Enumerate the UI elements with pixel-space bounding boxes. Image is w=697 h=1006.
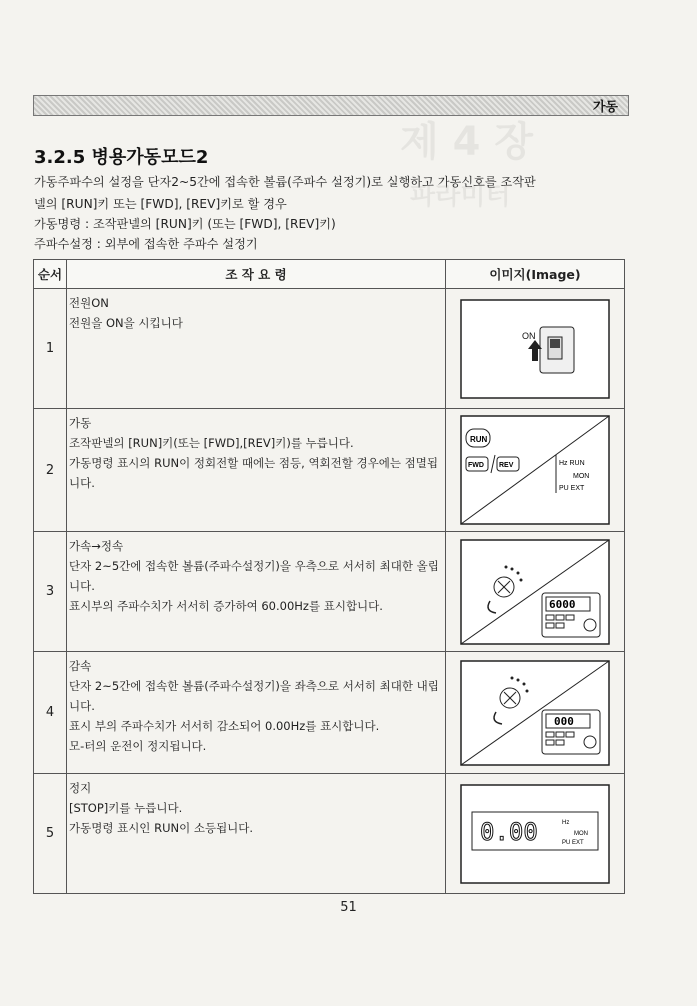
table-row	[34, 532, 625, 652]
step-image	[446, 289, 625, 409]
step-number: 2	[34, 409, 67, 532]
chapter-header-label: 가동	[592, 100, 618, 115]
step-title: 가속→정속	[69, 539, 124, 553]
mon-indicator: MON	[574, 830, 588, 837]
step-line: 모-터의 운전이 정지됩니다.	[69, 739, 207, 753]
step-description	[67, 409, 446, 532]
intro-line-4: 주파수설정 : 외부에 접속한 주파수 설정기	[34, 237, 258, 251]
intro-line-3: 가동명령 : 조작판넬의 [RUN]키 (또는 [FWD], [REV]키)	[34, 217, 336, 231]
step-image	[446, 532, 625, 652]
fwd-key-label: FWD	[468, 462, 484, 469]
table-header-row	[34, 260, 625, 289]
page-number: 51	[340, 900, 357, 915]
step-title: 감속	[69, 659, 92, 673]
power-switch-illustration	[460, 299, 610, 399]
frequency-display: 000	[554, 714, 574, 728]
step-number: 5	[34, 774, 67, 894]
step-number: 4	[34, 652, 67, 774]
step-title: 전원ON	[69, 296, 109, 310]
intro-line-2: 넬의 [RUN]키 또는 [FWD], [REV]키로 할 경우	[34, 197, 287, 211]
rev-key-label: REV	[499, 462, 514, 469]
hz-run-indicator: Hz RUN	[559, 460, 585, 467]
step-number: 1	[34, 289, 67, 409]
step-description	[67, 774, 446, 894]
step-line: 단자 2~5간에 접속한 볼륨(주파수설정기)을 우측으로 서서히 최대한 올립니다.	[69, 559, 439, 593]
step-line: 표시부의 주파수치가 서서히 증가하여 60.00Hz를 표시합니다.	[69, 599, 383, 613]
step-line: [STOP]키를 누릅니다.	[69, 801, 183, 815]
on-label: ON	[522, 330, 536, 341]
frequency-display: 0.00	[480, 817, 538, 846]
step-line: 가동명령 표시의 RUN이 정회전할 때에는 점등, 역회전할 경우에는 점멸됩니다.	[69, 456, 438, 490]
step-title: 가동	[69, 416, 92, 430]
step-description	[67, 532, 446, 652]
procedure-table	[33, 259, 625, 894]
decelerate-illustration	[460, 660, 610, 766]
header-num: 순서	[34, 260, 67, 289]
stop-display-illustration	[460, 784, 610, 884]
table-row	[34, 409, 625, 532]
step-line: 가동명령 표시인 RUN이 소등됩니다.	[69, 821, 254, 835]
table-row	[34, 774, 625, 894]
display-panel-icon	[542, 593, 600, 637]
accelerate-illustration	[460, 539, 610, 645]
chapter-header-bar	[33, 95, 629, 116]
frequency-display: 6000	[549, 597, 576, 611]
table-row	[34, 652, 625, 774]
bleed-through-text: 파라미터	[410, 181, 511, 211]
step-title: 정지	[69, 781, 92, 795]
section-title: 3.2.5 병용가동모드2	[34, 147, 209, 168]
step-line: 조작판넬의 [RUN]키(또는 [FWD],[REV]키)를 누릅니다.	[69, 436, 354, 450]
table-row	[34, 289, 625, 409]
step-line: 표시 부의 주파수치가 서서히 감소되어 0.00Hz를 표시합니다.	[69, 719, 380, 733]
hz-indicator: Hz	[562, 819, 570, 826]
step-image	[446, 409, 625, 532]
display-panel-icon	[542, 710, 600, 754]
bleed-through-text: 제 4 장	[400, 119, 533, 165]
step-number: 3	[34, 532, 67, 652]
pu-ext-indicator: PU EXT	[562, 839, 584, 846]
intro-line-1: 가동주파수의 설정을 단자2~5간에 접속한 볼륨(주파수 설정기)로 실행하고 가동신호를 조작판	[34, 175, 536, 189]
header-image: 이미지(Image)	[446, 260, 625, 289]
header-desc: 조 작 요 령	[67, 260, 446, 289]
step-line: 단자 2~5간에 접속한 볼륨(주파수설정기)을 좌측으로 서서히 최대한 내립니다.	[69, 679, 439, 713]
keypad-illustration	[460, 415, 610, 525]
step-image	[446, 774, 625, 894]
step-description	[67, 652, 446, 774]
pu-ext-indicator: PU EXT	[559, 485, 585, 492]
step-line: 전원을 ON을 시킵니다	[69, 316, 183, 330]
step-description	[67, 289, 446, 409]
mon-indicator: MON	[573, 473, 590, 480]
run-key-label: RUN	[470, 435, 488, 444]
step-image	[446, 652, 625, 774]
